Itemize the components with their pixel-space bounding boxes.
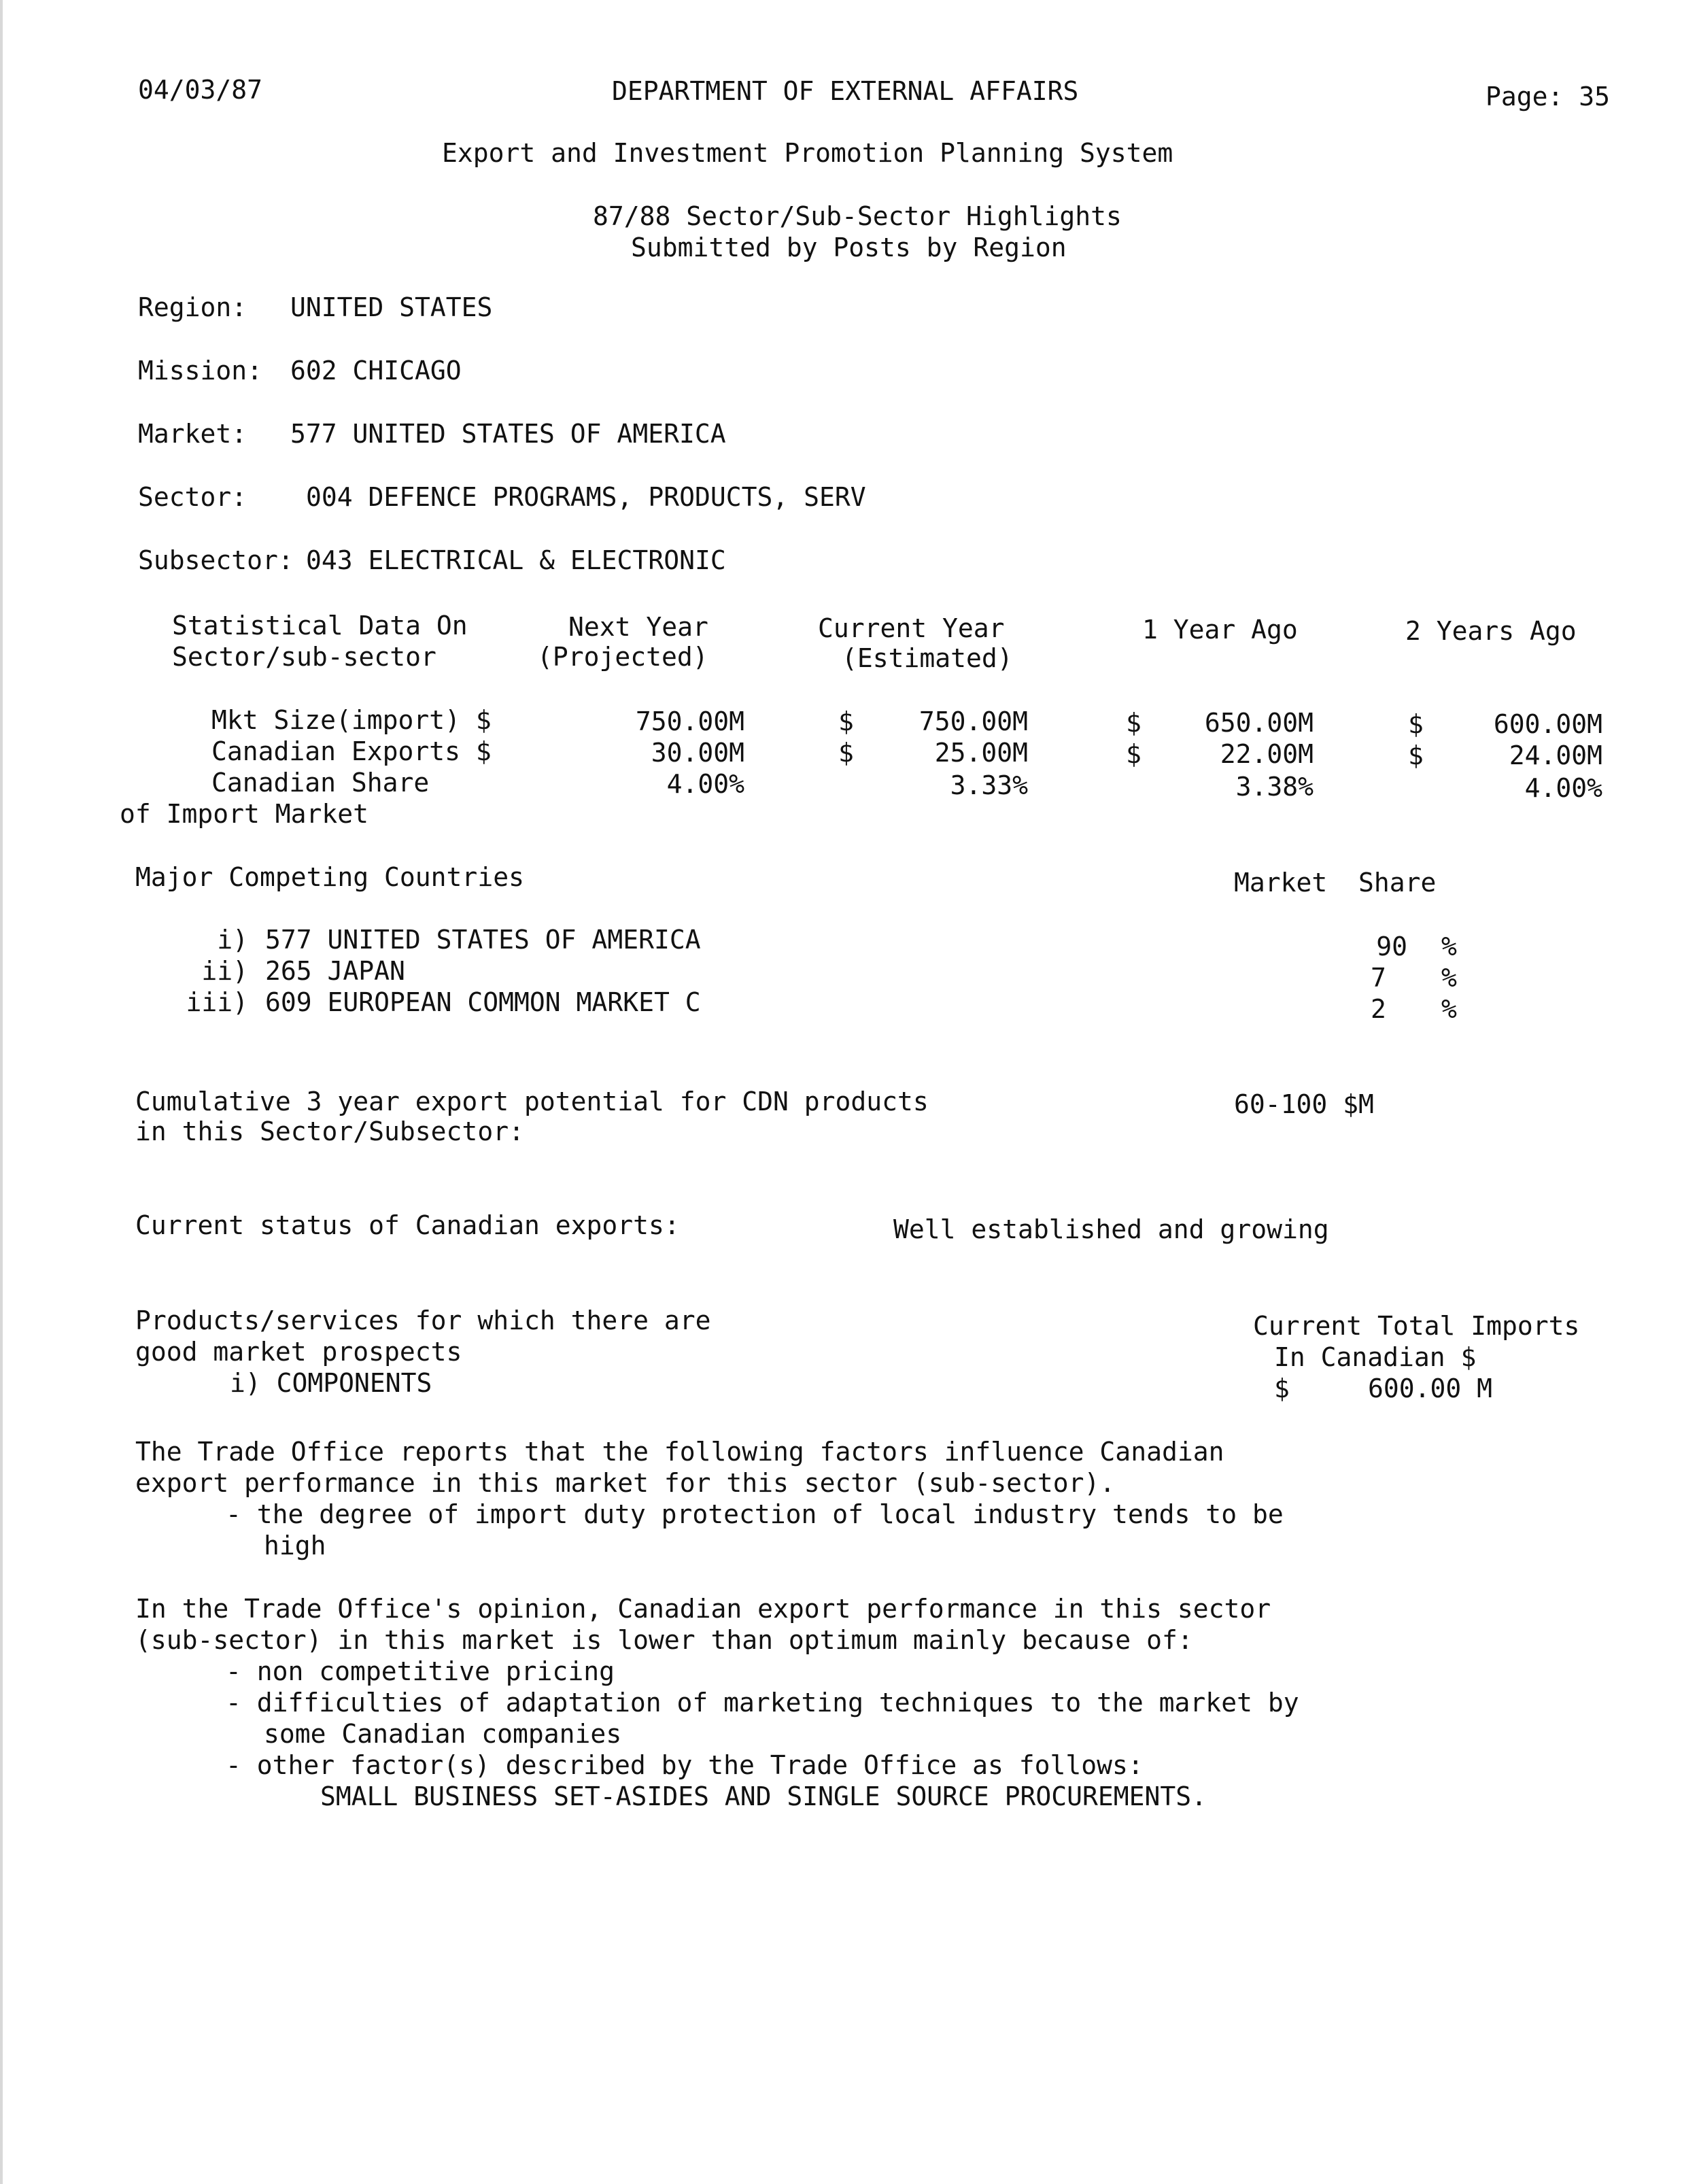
report-date: 04/03/87 bbox=[138, 75, 263, 105]
opinion-bullet: - difficulties of adaptation of marketing techniques to the market by bbox=[226, 1688, 1299, 1718]
status-label: Current status of Canadian exports: bbox=[135, 1210, 680, 1240]
potential-text-line2: in this Sector/Subsector: bbox=[135, 1116, 524, 1146]
currency-sign: $ bbox=[1408, 709, 1424, 739]
report-title: 87/88 Sector/Sub-Sector Highlights bbox=[593, 201, 1122, 231]
opinion-bullet: - other factor(s) described by the Trade Office as follows: bbox=[226, 1750, 1144, 1780]
factor-bullet-continued: high bbox=[264, 1531, 326, 1560]
row-label: Mkt Size(import) $ bbox=[211, 705, 492, 735]
percent-sign: % bbox=[1441, 963, 1457, 993]
cell-2-years-ago: 600.00M bbox=[1493, 709, 1602, 739]
department-title: DEPARTMENT OF EXTERNAL AFFAIRS bbox=[612, 76, 1079, 106]
market-value: 577 UNITED STATES OF AMERICA bbox=[290, 419, 726, 449]
page-edge bbox=[0, 0, 3, 2184]
item-number: i) bbox=[217, 925, 248, 955]
col-1-year-ago: 1 Year Ago bbox=[1142, 615, 1298, 645]
col-next-year-note: (Projected) bbox=[537, 642, 708, 672]
opinion-bullet: - non competitive pricing bbox=[226, 1656, 615, 1686]
subsector-value: 043 ELECTRICAL & ELECTRONIC bbox=[306, 545, 726, 575]
cell-next-year: 30.00M bbox=[651, 738, 744, 768]
currency-sign: $ bbox=[1408, 740, 1424, 770]
page-number: Page: 35 bbox=[1486, 82, 1611, 112]
imports-value: 600.00 M bbox=[1368, 1373, 1493, 1403]
opinion-detail: SMALL BUSINESS SET-ASIDES AND SINGLE SOURCE PROCUREMENTS. bbox=[320, 1781, 1207, 1811]
col-current-year: Current Year bbox=[818, 613, 1005, 643]
report-subtitle: Submitted by Posts by Region bbox=[631, 233, 1067, 262]
status-value: Well established and growing bbox=[893, 1214, 1329, 1244]
potential-text-line1: Cumulative 3 year export potential for CDN products bbox=[135, 1087, 929, 1116]
share-value: 7 bbox=[1371, 963, 1386, 993]
imports-heading-line1: Current Total Imports bbox=[1253, 1311, 1580, 1341]
stats-heading-line1: Statistical Data On bbox=[172, 611, 468, 641]
system-title: Export and Investment Promotion Planning System bbox=[442, 138, 1173, 168]
currency-sign: $ bbox=[1126, 739, 1142, 769]
percent-sign: % bbox=[1441, 932, 1457, 961]
share-value: 2 bbox=[1371, 994, 1386, 1024]
country-name: 609 EUROPEAN COMMON MARKET C bbox=[265, 987, 701, 1017]
factors-text-line1: The Trade Office reports that the following factors influence Canadian bbox=[135, 1437, 1224, 1467]
cell-next-year: 4.00% bbox=[666, 769, 744, 799]
sector-value: 004 DEFENCE PROGRAMS, PRODUCTS, SERV bbox=[306, 482, 866, 512]
competitors-heading: Major Competing Countries bbox=[135, 862, 524, 892]
row-label-continued: of Import Market bbox=[120, 799, 369, 829]
col-2-years-ago: 2 Years Ago bbox=[1405, 616, 1577, 646]
cell-current-year: 3.33% bbox=[950, 770, 1028, 800]
country-name: 577 UNITED STATES OF AMERICA bbox=[265, 925, 701, 955]
opinion-text-line1: In the Trade Office's opinion, Canadian export performance in this sector bbox=[135, 1594, 1271, 1624]
opinion-bullet-continued: some Canadian companies bbox=[264, 1719, 622, 1749]
sector-label: Sector: bbox=[138, 482, 247, 512]
country-name: 265 JAPAN bbox=[265, 956, 405, 986]
cell-current-year: 750.00M bbox=[919, 706, 1028, 736]
products-text-line1: Products/services for which there are bbox=[135, 1306, 711, 1335]
item-number: ii) bbox=[201, 956, 248, 986]
col-current-year-note: (Estimated) bbox=[842, 643, 1013, 673]
imports-currency: $ bbox=[1274, 1373, 1290, 1403]
currency-sign: $ bbox=[838, 738, 854, 768]
region-value: UNITED STATES bbox=[290, 292, 493, 322]
row-label: Canadian Exports $ bbox=[211, 736, 492, 766]
cell-1-year-ago: 3.38% bbox=[1235, 772, 1314, 802]
cell-2-years-ago: 24.00M bbox=[1509, 740, 1602, 770]
percent-sign: % bbox=[1441, 994, 1457, 1024]
mission-value: 602 CHICAGO bbox=[290, 356, 462, 386]
cell-current-year: 25.00M bbox=[934, 738, 1028, 768]
imports-heading-line2: In Canadian $ bbox=[1274, 1342, 1477, 1372]
currency-sign: $ bbox=[838, 706, 854, 736]
item-number: iii) bbox=[186, 987, 248, 1017]
currency-sign: $ bbox=[1126, 708, 1142, 738]
product-item: i) COMPONENTS bbox=[230, 1368, 432, 1398]
subsector-label: Subsector: bbox=[138, 545, 294, 575]
cell-1-year-ago: 650.00M bbox=[1204, 708, 1314, 738]
stats-heading-line2: Sector/sub-sector bbox=[172, 642, 436, 672]
products-text-line2: good market prospects bbox=[135, 1337, 462, 1367]
market-label: Market: bbox=[138, 419, 247, 449]
factors-text-line2: export performance in this market for this sector (sub-sector). bbox=[135, 1468, 1116, 1498]
region-label: Region: bbox=[138, 292, 247, 322]
row-label: Canadian Share bbox=[211, 768, 430, 798]
cell-2-years-ago: 4.00% bbox=[1524, 773, 1602, 803]
mission-label: Mission: bbox=[138, 356, 263, 386]
potential-value: 60-100 $M bbox=[1234, 1089, 1374, 1119]
cell-next-year: 750.00M bbox=[635, 706, 744, 736]
share-value: 90 bbox=[1376, 932, 1407, 961]
cell-1-year-ago: 22.00M bbox=[1220, 739, 1314, 769]
market-share-heading: Market Share bbox=[1234, 868, 1437, 898]
opinion-text-line2: (sub-sector) in this market is lower than optimum mainly because of: bbox=[135, 1625, 1193, 1655]
col-next-year: Next Year bbox=[568, 612, 708, 642]
factor-bullet: - the degree of import duty protection of local industry tends to be bbox=[226, 1499, 1284, 1529]
